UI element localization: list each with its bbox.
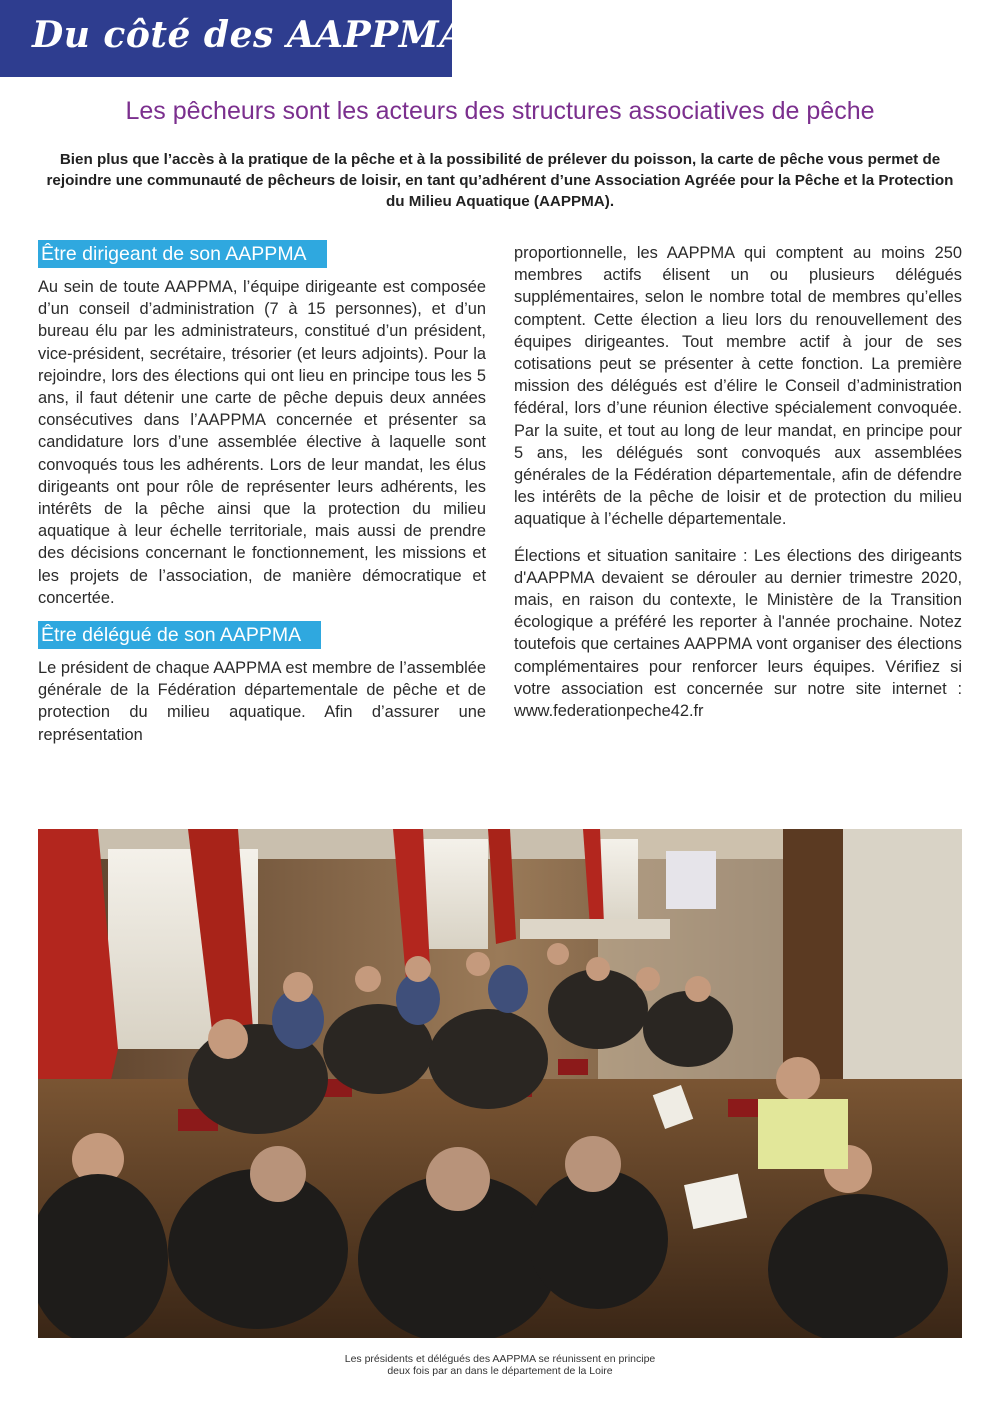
- photo-caption: [0, 1353, 1000, 1377]
- caption-line-2: deux fois par an dans le département de la Loire: [387, 1365, 613, 1377]
- section-banner: [0, 0, 468, 77]
- section-body-dirigeant: Au sein de toute AAPPMA, l’équipe dirigeante est composée d’un conseil d’administration (7 à 15 personnes), et d’un bureau élu par les administrateurs, constitué d’un président, vice-président, secrétaire, trésorier (et leurs adjoints). Pour la rejoindre, lors des élections qui ont lieu en principe tous les 5 ans, il faut détenir une carte de pêche depuis deux années consécutives dans l’AAPPMA concernée et présenter sa candidature lors d’une assemblée élective à laquelle sont convoqués tous les adhérents. Lors de leur mandat, les élus dirigeants ont pour rôle de représenter leurs adhérents, les intérêts de la pêche ainsi que la protection du milieu aquatique à leur échelle territoriale, mais aussi de prendre des décisions concernant le fonctionnement, les missions et les projets de l’association, de manière démocratique et concertée.: [38, 278, 486, 607]
- left-column: [38, 240, 486, 746]
- right-column: [514, 242, 962, 722]
- caption-line-1: Les présidents et délégués des AAPPMA se réunissent en principe: [344, 1353, 656, 1365]
- intro-paragraph: Bien plus que l’accès à la pratique de la pêche et à la possibilité de prélever du poisson, la carte de pêche vous permet de rejoindre une communauté de pêcheurs de loisir, en tant qu’adhérent d’une Association Agréée pour la Pêche et la Protection du Milieu Aquatique (AAPPMA).: [46, 151, 954, 210]
- section-heading-dirigeant: Être dirigeant de son AAPPMA: [38, 240, 327, 268]
- article-headline: Les pêcheurs sont les acteurs des structures associatives de pêche: [125, 97, 875, 125]
- elections-paragraph: Élections et situation sanitaire : Les élections des dirigeants d'AAPPMA devaient se dérouler au dernier trimestre 2020, mais, en raison du contexte, le Ministère de la Transition écologique a préféré les reporter à l'année prochaine. Notez toutefois que certaines AAPPMA vont organiser des élections complémentaires pour renforcer leurs équipes. Vérifiez si votre association est concernée sur notre site internet : www.federationpeche42.fr: [514, 546, 962, 721]
- banner-title: Du côté des AAPPMA: [32, 14, 468, 56]
- section-heading-delegue: Être délégué de son AAPPMA: [38, 621, 321, 649]
- section-body-delegue-continued: proportionnelle, les AAPPMA qui comptent au moins 250 membres actifs élisent un ou plusieurs délégués supplémentaires, selon le nombre total de membres qu’elles comptent. Cette élection a lieu lors du renouvellement des équipes dirigeantes. Tout membre actif à jour de ses cotisations peut se présenter à cette fonction. La première mission des délégués est d’élire le Conseil d’administration fédéral, lors d’une réunion élective spécialement convoquée. Par la suite, et tout au long de leur mandat, en principe pour 5 ans, les délégués sont convoqués aux assemblées générales de la Fédération départementale, afin de défendre les intérêts de la pêche de loisir et de protection du milieu aquatique à l’échelle départementale.: [514, 244, 962, 529]
- meeting-photo: [38, 829, 962, 1338]
- section-body-delegue: Le président de chaque AAPPMA est membre de l’assemblée générale de la Fédération départementale de pêche et de protection du milieu aquatique. Afin d’assurer une représentation: [38, 659, 486, 744]
